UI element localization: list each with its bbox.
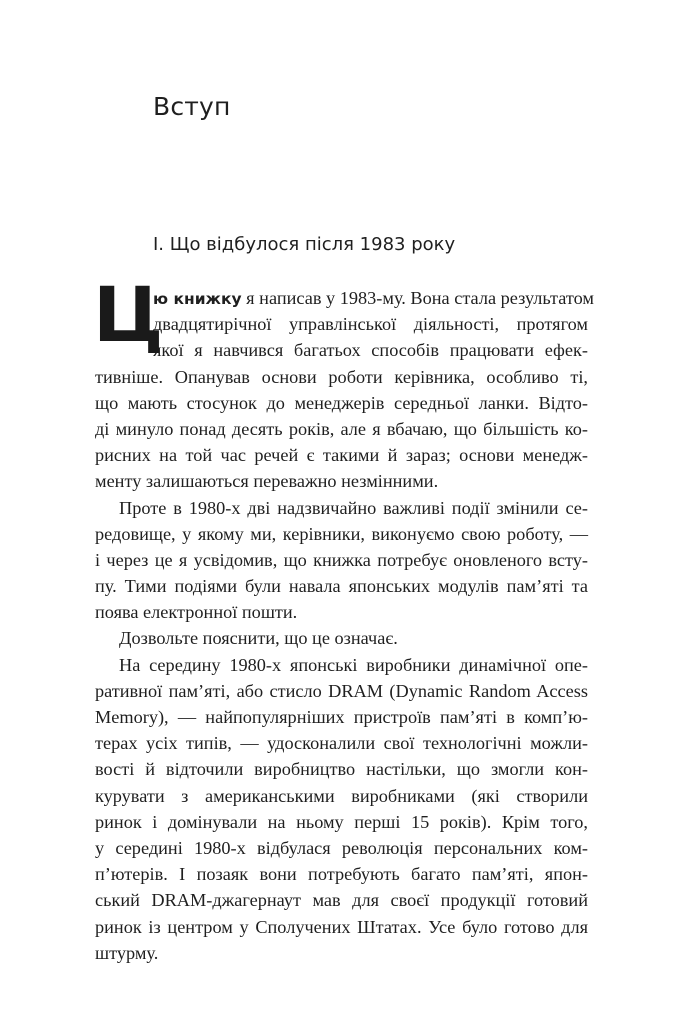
text-line [95,809,588,835]
line-text: вості й відточили виробництво настільки, що змогли кон- [95,759,588,780]
text-line [95,756,588,782]
chapter-title: Вступ [153,92,231,121]
line-text: редовище, у якому ми, керівники, виконуємо свою роботу, — [95,523,588,544]
line-text: ді минуло понад десять років, але я вбачаю, що більшість ко- [95,418,588,439]
text-line [95,704,588,730]
text-line [153,337,588,363]
text-line [95,678,588,704]
line-text: п’ютерів. І позаяк вони потребують багато пам’яті, япон- [95,864,588,885]
line-text: штурму. [95,942,159,963]
line-text: ринок і домінували на ньому перші 15 років). Крім того, [95,811,588,832]
body-text [93,270,595,966]
line-text: ський DRAM-джагернаут мав для своєї продукції готовий [95,890,588,911]
line-text: я написав у 1983-му. Вона стала результатом [241,288,595,308]
text-line [95,495,588,521]
line-text: і через це я усвідомив, що книжка потребує оновленого всту- [95,549,588,570]
text-line [95,940,588,966]
text-line [95,390,588,416]
text-line [95,730,588,756]
line-text: що мають стосунок до менеджерів середньої ланки. Відто- [95,392,588,413]
text-line [95,887,588,913]
line-text: Memory), — найпопулярніших пристроїв пам’яті в комп’ю- [95,707,588,727]
drop-cap: Ц [93,270,164,359]
line-text: ративної пам’яті, або стисло DRAM (Dynamic Random Access [95,680,588,701]
line-text: ринок із центром у Сполучених Штатах. Усе було готово для [95,916,588,937]
line-text: менту залишаються переважно незмінними. [95,471,439,492]
text-line [95,547,588,573]
line-text: рисних на той час речей є такими й зараз; основи менедж- [95,445,588,466]
text-line [95,835,588,861]
line-text: курувати з американськими виробниками (які створили [95,785,588,806]
text-line [95,783,588,809]
line-text: терах усіх типів, — удосконалили свої технологічні можли- [95,733,588,754]
text-line [95,861,588,887]
line-text: у середині 1980-х відбулася революція персональних ком- [95,837,588,858]
section-title: I. Що відбулося після 1983 року [153,234,456,255]
line-text: Проте в 1980-х дві надзвичайно важливі події змінили се- [119,497,588,518]
line-text: поява електронної пошти. [95,602,298,623]
line-text: якої я навчився багатьох способів працювати ефек- [153,340,588,361]
text-line [95,914,588,940]
text-line [95,625,588,651]
text-line [95,416,588,442]
text-line [95,652,588,678]
line-text: На середину 1980-х японські виробники динамічної опе- [119,654,588,675]
text-line [95,599,588,625]
line-text: Дозвольте пояснити, що це означає. [119,628,398,649]
text-line [95,364,588,390]
text-line [95,521,588,547]
text-line [153,285,595,311]
text-line [95,442,588,468]
line-text: тивніше. Опанував основи роботи керівника, особливо ті, [95,366,588,387]
line-text: двадцятирічної управлінської діяльності, протягом [153,314,588,335]
text-line [95,573,588,599]
text-line [153,311,588,337]
line-text: пу. Тими подіями були навала японських модулів пам’яті та [95,576,588,597]
lead-in-text: ю книжку [153,290,242,308]
text-line [95,468,588,494]
